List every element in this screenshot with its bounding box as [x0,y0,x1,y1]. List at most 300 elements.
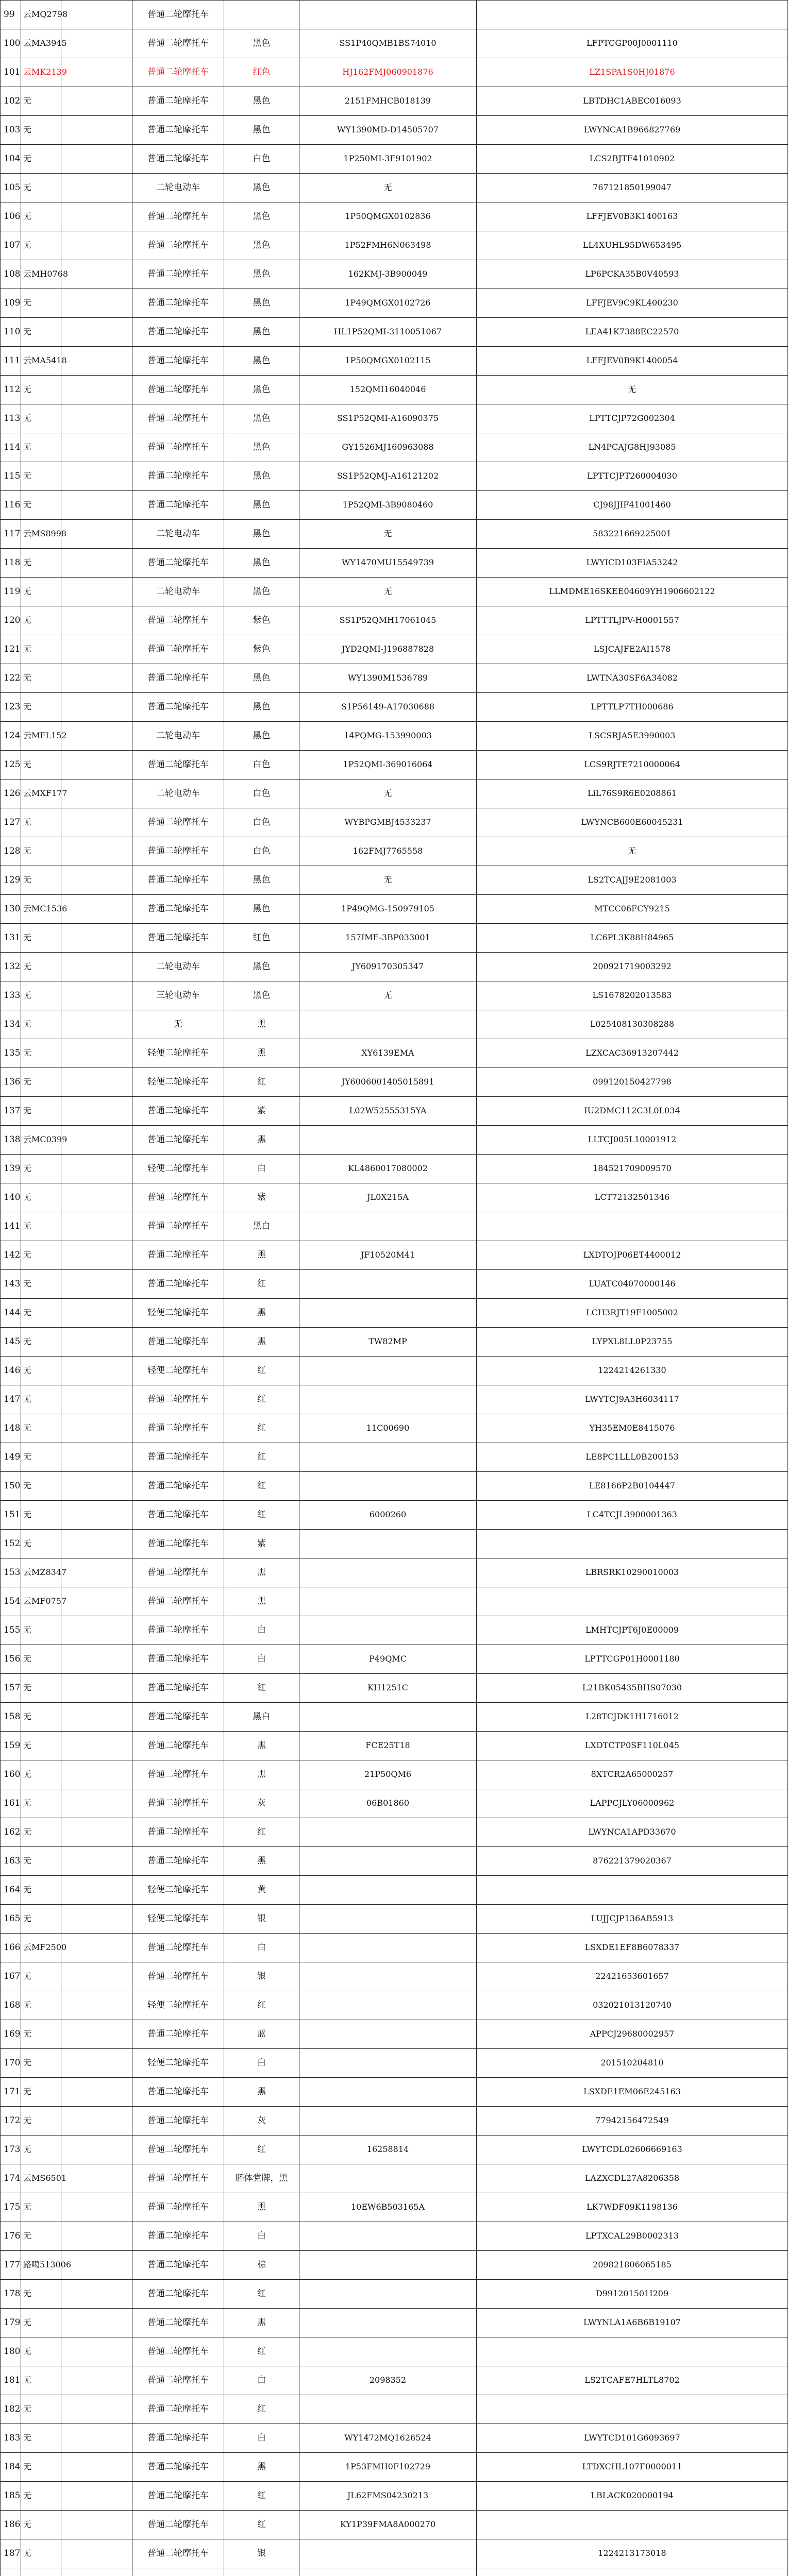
vin-number: 583221669225001 [477,520,788,549]
vin-number: LFFJEV0B3K1400163 [477,202,788,231]
row-number: 174 [1,2164,21,2193]
engine-number: JY6006001405015891 [299,1068,477,1097]
blank-cell [61,1328,132,1357]
row-number: 153 [1,1558,21,1587]
blank-cell [61,2309,132,2337]
blank-cell [61,2020,132,2049]
vehicle-type: 轻便二轮摩托车 [132,1876,224,1905]
vehicle-type: 普通二轮摩托车 [132,2222,224,2251]
vehicle-color: 白色 [224,751,299,779]
engine-number: WYBPGMBJ4533237 [299,808,477,837]
row-number: 184 [1,2453,21,2482]
row-number: 161 [1,1789,21,1818]
table-row [1,1241,788,1270]
blank-cell [61,1241,132,1270]
engine-number [299,1385,477,1414]
vin-number: LE8166P2B0104447 [477,1472,788,1501]
table-row [1,606,788,635]
row-number: 171 [1,2078,21,2107]
table-row [1,1039,788,1068]
vehicle-color: 红色 [224,58,299,87]
vin-number: D991201501I209 [477,2280,788,2309]
vin-number [477,2337,788,2366]
vehicle-type: 普通二轮摩托车 [132,751,224,779]
table-row [1,2136,788,2164]
table-row [1,520,788,549]
table-row [1,1472,788,1501]
vehicle-color: 黑色 [224,29,299,58]
row-number: 122 [1,664,21,693]
blank-cell [61,260,132,289]
blank-cell [61,2568,132,2576]
plate-number: 云MH0768 [21,260,61,289]
vehicle-color: 黑 [224,1010,299,1039]
vehicle-color: 白 [224,2049,299,2078]
table-row [1,1212,788,1241]
vehicle-type: 普通二轮摩托车 [132,1270,224,1299]
table-row [1,1270,788,1299]
blank-cell [61,1991,132,2020]
vehicle-type: 普通二轮摩托车 [132,2424,224,2453]
table-row [1,1732,788,1760]
vehicle-type: 普通二轮摩托车 [132,202,224,231]
vehicle-color: 红 [224,1443,299,1472]
vin-number: LE8PC1LLL0B200153 [477,1443,788,1472]
row-number: 103 [1,116,21,145]
vehicle-type: 普通二轮摩托车 [132,1241,224,1270]
plate-number: 云MF2500 [21,1934,61,1962]
plate-number: 无 [21,433,61,462]
vehicle-type: 无 [132,1010,224,1039]
plate-number: 无 [21,549,61,578]
plate-number: 无 [21,87,61,116]
vehicle-color: 红 [224,1385,299,1414]
plate-number: 云MZ8347 [21,1558,61,1587]
table-row [1,2020,788,2049]
vin-number: LSXDE1EM06E245163 [477,2078,788,2107]
table-row [1,376,788,404]
vehicle-color: 白 [224,1934,299,1962]
engine-number: JL62FMS04230213 [299,2482,477,2511]
blank-cell [61,2193,132,2222]
engine-number: KH1251C [299,1674,477,1703]
plate-number: 无 [21,1328,61,1357]
row-number: 100 [1,29,21,58]
vehicle-type: 普通二轮摩托车 [132,2251,224,2280]
plate-number: 无 [21,145,61,174]
plate-number: 无 [21,404,61,433]
row-number: 132 [1,953,21,981]
plate-number: 无 [21,2049,61,2078]
row-number: 147 [1,1385,21,1414]
table-row [1,260,788,289]
vin-number: LMHTCJPT6J0E00009 [477,1616,788,1645]
vin-number: LTDXCHL107F0000011 [477,2453,788,2482]
table-row [1,1501,788,1530]
table-row [1,2222,788,2251]
table-row [1,808,788,837]
engine-number: XY6139EMA [299,1039,477,1068]
vehicle-type: 普通二轮摩托车 [132,491,224,520]
row-number: 129 [1,866,21,895]
engine-number: 无 [299,578,477,606]
row-number: 166 [1,1934,21,1962]
blank-cell [61,2511,132,2539]
vehicle-type: 普通二轮摩托车 [132,87,224,116]
vin-number: 1224214261330 [477,1357,788,1385]
engine-number [299,2107,477,2136]
vin-number: LWYNCA1B966827769 [477,116,788,145]
vehicle-type: 轻便二轮摩托车 [132,1155,224,1183]
plate-number: 无 [21,1760,61,1789]
blank-cell [61,289,132,318]
table-row [1,2539,788,2568]
engine-number [299,2337,477,2366]
table-row [1,29,788,58]
table-row [1,116,788,145]
row-number: 145 [1,1328,21,1357]
table-row [1,491,788,520]
plate-number: 无 [21,2193,61,2222]
vehicle-type: 普通二轮摩托车 [132,1616,224,1645]
blank-cell [61,58,132,87]
vin-number: LSCSRJA5E3990003 [477,722,788,751]
vehicle-type: 普通二轮摩托车 [132,1443,224,1472]
vin-number: LZXCAC36913207442 [477,1039,788,1068]
vehicle-color: 黑 [224,1328,299,1357]
table-row [1,2049,788,2078]
vehicle-color: 黑色 [224,318,299,347]
vehicle-color: 红 [224,1414,299,1443]
vehicle-type: 普通二轮摩托车 [132,404,224,433]
vin-number: LEA41K7388EC22570 [477,318,788,347]
vin-number: LYPXL8LL0P23755 [477,1328,788,1357]
engine-number: 1P49QMGX0102726 [299,289,477,318]
vin-number: LWYTCDL02606669163 [477,2136,788,2164]
plate-number: 无 [21,202,61,231]
row-number: 168 [1,1991,21,2020]
engine-number [299,1472,477,1501]
vin-number: LCT72132501346 [477,1183,788,1212]
engine-number [299,2280,477,2309]
vehicle-type: 普通二轮摩托车 [132,2337,224,2366]
engine-number [299,1847,477,1876]
vehicle-type: 普通二轮摩托车 [132,231,224,260]
vehicle-color: 黑 [224,2453,299,2482]
vehicle-color: 黑白 [224,1703,299,1732]
engine-number: 152QMI16040046 [299,376,477,404]
vin-number: LN4PCAJG8HJ93085 [477,433,788,462]
engine-number: SS1P52QMJ-A16121202 [299,462,477,491]
plate-number: 无 [21,1645,61,1674]
row-number: 140 [1,1183,21,1212]
engine-number [299,1703,477,1732]
blank-cell [61,722,132,751]
row-number: 107 [1,231,21,260]
plate-number: 无 [21,981,61,1010]
row-number: 170 [1,2049,21,2078]
vehicle-color: 黑色 [224,202,299,231]
vehicle-color: 红 [224,1818,299,1847]
blank-cell [61,2078,132,2107]
row-number: 181 [1,2366,21,2395]
table-row [1,1703,788,1732]
row-number: 135 [1,1039,21,1068]
engine-number: L02W52555315YA [299,1097,477,1126]
blank-cell [61,1760,132,1789]
blank-cell [61,1068,132,1097]
vehicle-type: 普通二轮摩托车 [132,1212,224,1241]
vehicle-color: 白 [224,2222,299,2251]
vin-number: LUJJCJP136AB5913 [477,1905,788,1934]
engine-number [299,1876,477,1905]
vin-number [477,1530,788,1558]
plate-number: 无 [21,1616,61,1645]
vehicle-color: 白 [224,2366,299,2395]
engine-number: TW82MP [299,1328,477,1357]
vin-number: IU2DMC112C3L0L034 [477,1097,788,1126]
vin-number: LSJCAJFE2AI1578 [477,635,788,664]
row-number: 113 [1,404,21,433]
vehicle-type: 普通二轮摩托车 [132,289,224,318]
blank-cell [61,1732,132,1760]
vehicle-type: 普通二轮摩托车 [132,2453,224,2482]
vehicle-color: 黄 [224,1876,299,1905]
vehicle-color: 白 [224,2424,299,2453]
blank-cell [61,837,132,866]
row-number: 109 [1,289,21,318]
plate-number: 无 [21,693,61,722]
blank-cell [61,924,132,953]
vehicle-color: 银 [224,1962,299,1991]
table-row [1,1674,788,1703]
vin-number: 032021013120740 [477,1991,788,2020]
vehicle-color: 黑色 [224,722,299,751]
blank-cell [61,1558,132,1587]
engine-number: 162FMJ7765558 [299,837,477,866]
plate-number: 无 [21,1789,61,1818]
table-row [1,1414,788,1443]
plate-number: 无 [21,1443,61,1472]
row-number: 187 [1,2539,21,2568]
table-row [1,2078,788,2107]
plate-number: 无 [21,1847,61,1876]
vehicle-type: 普通二轮摩托车 [132,1097,224,1126]
vehicle-type: 轻便二轮摩托车 [132,1039,224,1068]
vehicle-color: 黑色 [224,376,299,404]
blank-cell [61,606,132,635]
vehicle-color: 灰 [224,2107,299,2136]
row-number: 106 [1,202,21,231]
engine-number: GY1526MJ160963088 [299,433,477,462]
table-row [1,404,788,433]
plate-number: 无 [21,2511,61,2539]
vehicle-color: 白色 [224,837,299,866]
blank-cell [61,2337,132,2366]
vin-number: LPTTCJP72G002304 [477,404,788,433]
row-number: 115 [1,462,21,491]
blank-cell [61,1645,132,1674]
plate-number: 无 [21,751,61,779]
blank-cell [61,2482,132,2511]
table-row [1,1876,788,1905]
blank-cell [61,1587,132,1616]
vehicle-type: 二轮电动车 [132,174,224,202]
row-number: 137 [1,1097,21,1126]
vin-number: 77942156472549 [477,2107,788,2136]
vin-number: MTCC06FCY9215 [477,895,788,924]
engine-number: 162KMJ-3B900049 [299,260,477,289]
table-row [1,2107,788,2136]
engine-number: 10EW6B503165A [299,2193,477,2222]
row-number: 134 [1,1010,21,1039]
blank-cell [61,1616,132,1645]
plate-number: 无 [21,1097,61,1126]
blank-cell [61,2366,132,2395]
table-row [1,2280,788,2309]
blank-cell [61,1962,132,1991]
vehicle-color: 灰 [224,1789,299,1818]
row-number: 125 [1,751,21,779]
blank-cell [61,1299,132,1328]
vin-number: LWYICD103FIA53242 [477,549,788,578]
plate-number: 无 [21,1183,61,1212]
vin-number: LL4XUHL95DW653495 [477,231,788,260]
blank-cell [61,116,132,145]
table-row [1,1905,788,1934]
vehicle-type: 普通二轮摩托车 [132,1934,224,1962]
vehicle-type: 普通二轮摩托车 [132,116,224,145]
vehicle-color: 红 [224,2511,299,2539]
engine-number [299,1,477,29]
vehicle-type: 普通二轮摩托车 [132,924,224,953]
row-number: 155 [1,1616,21,1645]
engine-number: SS1P52QMH17061045 [299,606,477,635]
engine-number: 6000260 [299,1501,477,1530]
vehicle-color: 黑色 [224,895,299,924]
table-row [1,1991,788,2020]
plate-number: 无 [21,1357,61,1385]
plate-number: 云MK2139 [21,58,61,87]
engine-number [299,1126,477,1155]
vin-number: L28TCJDK1H1716012 [477,1703,788,1732]
plate-number: 无 [21,2222,61,2251]
vehicle-color: 黑 [224,2193,299,2222]
engine-number [299,1905,477,1934]
row-number: 133 [1,981,21,1010]
blank-cell [61,895,132,924]
vin-number: LWTNA30SF6A34082 [477,664,788,693]
table-row [1,2568,788,2576]
vin-number: CJ98JJIF41001460 [477,491,788,520]
plate-number [21,2568,61,2576]
blank-cell [61,1905,132,1934]
blank-cell [61,981,132,1010]
table-row [1,1789,788,1818]
vehicle-color: 紫色 [224,635,299,664]
vehicle-color: 黑色 [224,866,299,895]
plate-number: 无 [21,2020,61,2049]
vehicle-type: 普通二轮摩托车 [132,2482,224,2511]
plate-number: 无 [21,1674,61,1703]
vehicle-color: 白 [224,1155,299,1183]
plate-number: 无 [21,174,61,202]
engine-number: 11C00690 [299,1414,477,1443]
blank-cell [61,1183,132,1212]
table-row [1,1530,788,1558]
vehicle-type: 三轮电动车 [132,981,224,1010]
vehicle-type: 普通二轮摩托车 [132,2078,224,2107]
vin-number: LBLACK020000194 [477,2482,788,2511]
table-row [1,1,788,29]
vehicle-type: 普通二轮摩托车 [132,1328,224,1357]
row-number: 178 [1,2280,21,2309]
plate-number: 无 [21,1212,61,1241]
blank-cell [61,2424,132,2453]
plate-number: 无 [21,1962,61,1991]
engine-number: 1P49QMG-150979105 [299,895,477,924]
engine-number: KY1P39FMA8A000270 [299,2511,477,2539]
plate-number: 无 [21,2107,61,2136]
plate-number: 云MQ2798 [21,1,61,29]
vehicle-color: 黑色 [224,462,299,491]
blank-cell [61,2453,132,2482]
vehicle-color: 黑 [224,1039,299,1068]
table-row [1,1328,788,1357]
row-number: 144 [1,1299,21,1328]
engine-number: FCE25T18 [299,1732,477,1760]
vehicle-type: 二轮电动车 [132,779,224,808]
row-number: 154 [1,1587,21,1616]
row-number: 111 [1,347,21,376]
engine-number [299,1587,477,1616]
vehicle-color: 红 [224,1674,299,1703]
row-number: 130 [1,895,21,924]
table-row [1,924,788,953]
table-row [1,635,788,664]
vehicle-color: 黑色 [224,347,299,376]
blank-cell [61,1,132,29]
plate-number: 无 [21,2424,61,2453]
plate-number: 无 [21,1068,61,1097]
vehicle-color: 白 [224,1616,299,1645]
table-row [1,58,788,87]
engine-number: WY1390M1536789 [299,664,477,693]
vin-number: LiL76S9R6E0208861 [477,779,788,808]
table-row [1,1155,788,1183]
engine-number [299,2078,477,2107]
blank-cell [61,1530,132,1558]
table-row [1,1587,788,1616]
vehicle-type: 普通二轮摩托车 [132,1385,224,1414]
vehicle-color: 黑色 [224,87,299,116]
vehicle-type: 普通二轮摩托车 [132,2366,224,2395]
vehicle-color: 黑 [224,1299,299,1328]
table-row [1,2482,788,2511]
blank-cell [61,174,132,202]
blank-cell [61,866,132,895]
table-row [1,549,788,578]
vehicle-color: 红 [224,1357,299,1385]
table-row [1,1126,788,1155]
blank-cell [61,549,132,578]
plate-number: 无 [21,376,61,404]
plate-number: 无 [21,578,61,606]
vehicle-type: 普通二轮摩托车 [132,145,224,174]
vin-number: LBRSRK10290010003 [477,1558,788,1587]
plate-number: 无 [21,491,61,520]
vehicle-type: 二轮电动车 [132,953,224,981]
